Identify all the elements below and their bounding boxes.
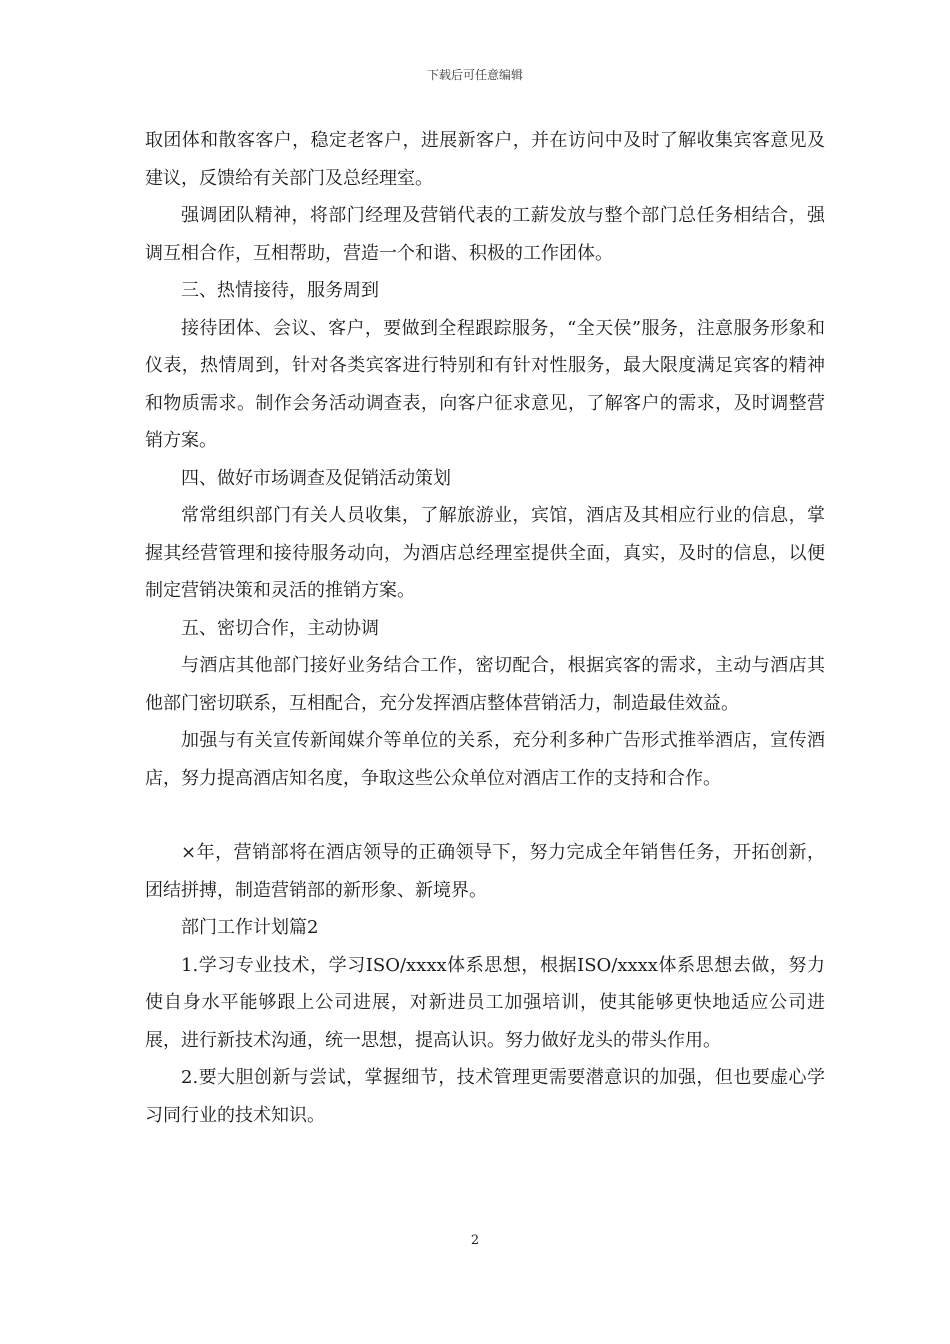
paragraph-9: 加强与有关宣传新闻媒介等单位的关系，充分利多种广告形式推举酒店，宣传酒店，努力提高酒店知名度，争取这些公众单位对酒店工作的支持和合作。 [145, 730, 825, 789]
paragraph-2: 强调团队精神，将部门经理及营销代表的工薪发放与整个部门总任务相结合，强调互相合作，互相帮助，营造一个和谐、积极的工作团体。 [145, 205, 825, 264]
paragraph-10: ×年，营销部将在酒店领导的正确领导下，努力完成全年销售任务，开拓创新，团结拼搏，制造营销部的新形象、新境界。 [145, 842, 825, 901]
list-item-1: 1.学习专业技术，学习ISO/xxxx体系思想，根据ISO/xxxx体系思想去做，努力使自身水平能够跟上公司进展，对新进员工加强培训，使其能够更快地适应公司进展，进行新技术沟通，统一思想，提高认识。努力做好龙头的带头作用。 [145, 954, 825, 1051]
blank-line [145, 797, 825, 834]
document-body [145, 122, 825, 1134]
section-heading-3: 三、热情接待，服务周到 [181, 280, 379, 301]
section-title-plan-2: 部门工作计划篇2 [181, 917, 319, 938]
page-header: 下载后可任意编辑 [426, 68, 523, 82]
page-number: 2 [470, 1233, 480, 1248]
paragraph-4: 接待团体、会议、客户，要做到全程跟踪服务，“全天侯”服务，注意服务形象和仪表，热情周到，针对各类宾客进行特别和有针对性服务，最大限度满足宾客的精神和物质需求。制作会务活动调查表，向客户征求意见，了解客户的需求，及时调整营销方案。 [145, 317, 825, 451]
paragraph-1: 取团体和散客客户，稳定老客户，进展新客户，并在访问中及时了解收集宾客意见及建议，反馈给有关部门及总经理室。 [145, 130, 825, 189]
section-heading-5: 五、密切合作，主动协调 [181, 617, 379, 639]
section-heading-4: 四、做好市场调查及促销活动策划 [181, 467, 451, 489]
paragraph-6: 常常组织部门有关人员收集，了解旅游业，宾馆，酒店及其相应行业的信息，掌握其经营管理和接待服务动向，为酒店总经理室提供全面，真实，及时的信息，以便制定营销决策和灵活的推销方案。 [145, 505, 825, 601]
list-item-2: 2.要大胆创新与尝试，掌握细节，技术管理更需要潜意识的加强，但也要虚心学习同行业的技术知识。 [145, 1067, 825, 1126]
paragraph-8: 与酒店其他部门接好业务结合工作，密切配合，根据宾客的需求，主动与酒店其他部门密切联系，互相配合，充分发挥酒店整体营销活力，制造最佳效益。 [145, 655, 825, 714]
